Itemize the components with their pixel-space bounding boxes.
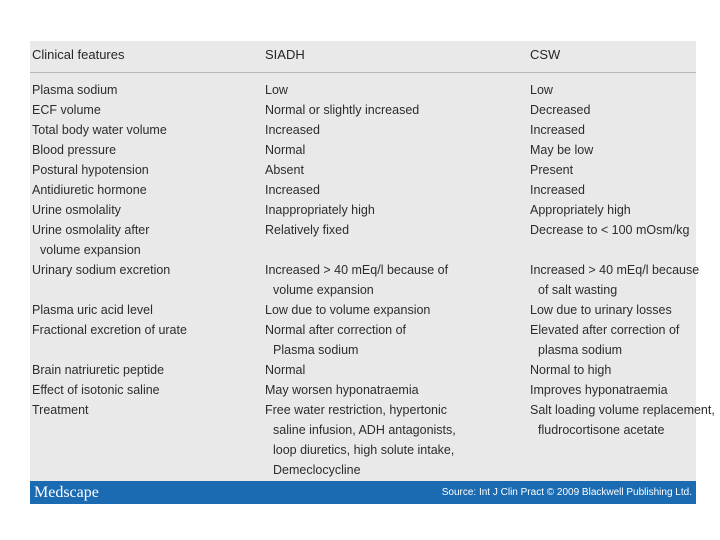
header-csw: CSW [530, 47, 561, 62]
cell-csw: Decrease to < 100 mOsm/kg [530, 223, 690, 237]
footer-bar [30, 481, 696, 504]
cell-siadh: Increased [265, 123, 320, 137]
cell-csw: plasma sodium [538, 343, 623, 357]
cell-csw: Low [530, 83, 553, 97]
cell-siadh: Increased [265, 183, 320, 197]
cell-siadh: saline infusion, ADH antagonists, [273, 423, 456, 437]
source-credit: Source: Int J Clin Pract © 2009 Blackwell Publishing Ltd. [441, 487, 692, 498]
cell-csw: Increased [530, 183, 585, 197]
cell-feature: Total body water volume [32, 123, 167, 137]
cell-csw: fludrocortisone acetate [538, 423, 665, 437]
cell-csw: Salt loading volume replacement, [530, 403, 715, 417]
cell-feature: Fractional excretion of urate [32, 323, 187, 337]
cell-siadh: Demeclocycline [273, 463, 361, 477]
cell-feature: volume expansion [40, 243, 141, 257]
cell-feature: Treatment [32, 403, 89, 417]
cell-siadh: Inappropriately high [265, 203, 375, 217]
cell-csw: Improves hyponatraemia [530, 383, 668, 397]
cell-siadh: May worsen hyponatraemia [265, 383, 419, 397]
cell-siadh: Absent [265, 163, 304, 177]
cell-feature: Effect of isotonic saline [32, 383, 160, 397]
medscape-logo: Medscape [34, 484, 99, 501]
cell-feature: Postural hypotension [32, 163, 149, 177]
table-header [30, 41, 696, 73]
cell-siadh: Normal [265, 363, 306, 377]
cell-feature: ECF volume [32, 103, 101, 117]
cell-siadh: volume expansion [273, 283, 374, 297]
cell-feature: Plasma sodium [32, 83, 118, 97]
cell-siadh: Relatively fixed [265, 223, 350, 237]
header-siadh: SIADH [265, 47, 305, 62]
cell-siadh: Low [265, 83, 288, 97]
cell-feature: Brain natriuretic peptide [32, 363, 165, 377]
cell-feature: Plasma uric acid level [32, 303, 153, 317]
cell-siadh: Free water restriction, hypertonic [265, 403, 448, 417]
cell-csw: of salt wasting [538, 283, 618, 297]
cell-siadh: Low due to volume expansion [265, 303, 431, 317]
cell-csw: Normal to high [530, 363, 612, 377]
cell-csw: Elevated after correction of [530, 323, 680, 337]
cell-csw: Appropriately high [530, 203, 631, 217]
cell-siadh: loop diuretics, high solute intake, [273, 443, 455, 457]
cell-siadh: Normal after correction of [265, 323, 407, 337]
cell-siadh: Plasma sodium [273, 343, 359, 357]
cell-feature: Urine osmolality after [32, 223, 150, 237]
cell-csw: May be low [530, 143, 594, 157]
cell-feature: Urine osmolality [32, 203, 121, 217]
comparison-table [30, 41, 715, 504]
cell-siadh: Increased > 40 mEq/l because of [265, 263, 449, 277]
cell-feature: Urinary sodium excretion [32, 263, 171, 277]
cell-csw: Present [530, 163, 574, 177]
cell-siadh: Normal [265, 143, 306, 157]
header-clinical-features: Clinical features [32, 47, 125, 62]
cell-csw: Increased [530, 123, 585, 137]
cell-csw: Low due to urinary losses [530, 303, 672, 317]
cell-csw: Decreased [530, 103, 591, 117]
cell-feature: Antidiuretic hormone [32, 183, 147, 197]
cell-feature: Blood pressure [32, 143, 117, 157]
cell-siadh: Normal or slightly increased [265, 103, 420, 117]
cell-csw: Increased > 40 mEq/l because [530, 263, 700, 277]
